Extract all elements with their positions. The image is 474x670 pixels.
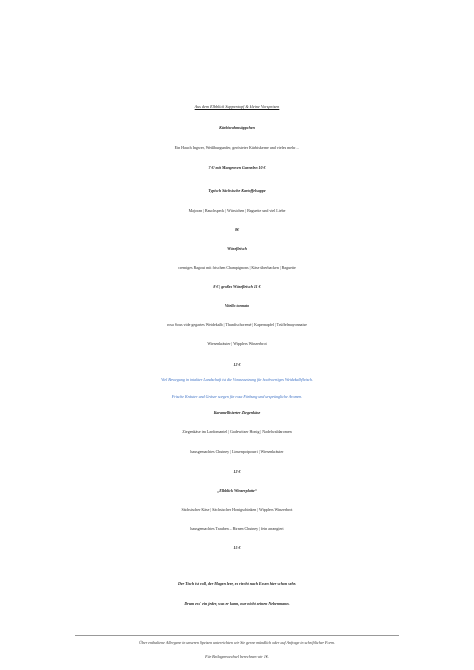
menu-heading: Aus dem Elbblick Suppentopf & kleine Vorspeisen	[194, 104, 280, 109]
dish-description: cremiges Ragout mit frischen Champignons | Käse überbacken | Baguette	[178, 265, 296, 270]
closing-verse: Drum ess' ein jeder, was er kann, nur nicht seinen Nebenmann.	[184, 601, 290, 606]
dish-name: Typisch Sächsische Kartoffelsuppe	[208, 188, 266, 193]
dish-note: Frische Kräuter und Gräser sorgen für rosa Färbung und ursprüngliche Aromen.	[171, 394, 303, 399]
dish-name: Karamellisierter Ziegenkäse	[213, 410, 261, 415]
dish-price: 12 €	[233, 469, 241, 474]
closing-verse: Der Tisch ist voll, der Magen leer, es riecht nach Essen hier schon sehr.	[177, 581, 297, 586]
allergen-note: Über enthaltene Allergene in unseren Speisen unterrichten wir Sie gerne mündlich oder auf Anfrage in schriftlicher Form.	[139, 640, 335, 645]
dish-price: 7 €/ mit Mangroven Garnelen 10 €	[208, 165, 266, 170]
footer-divider	[75, 635, 399, 636]
dish-description: Sächsischer Käse | Sächsischer Honigschinken | Wipplers Winzerbrot	[181, 507, 293, 512]
dish-description: Ziegenkäse im Lardomantel | Gadewitzer Honig | Nadelwaldaromen	[182, 429, 292, 434]
dish-name: Kürbisrahmsüppchen	[219, 125, 255, 130]
dish-price: 8 € | großes Würzfleisch 11 €	[213, 284, 261, 289]
side-change-note: Für Beilagenwechsel berechnen wir 1€.	[205, 654, 269, 659]
dish-description: rosa Sous vide gegartes Weidekalb | Thunfischcremé | Kapernapfel | Trüffelmayonnaise	[167, 322, 307, 327]
dish-description: hausgemachtes Chutney | Linsenpotpourri | Wiesenkräuter	[190, 449, 284, 454]
dish-description: Wiesenkräuter | Wipplers Winzerbrot	[207, 341, 267, 346]
dish-name: „Elbblick Winzerplatte“	[217, 488, 257, 493]
dish-name: Vitello tonnato	[224, 303, 250, 308]
dish-note: Viel Bewegung in intakter Landschaft ist die Voraussetzung für hochwertiges Weidekalbfleisch.	[161, 377, 313, 382]
dish-price: 12 €	[233, 362, 241, 367]
dish-name: Würzfleisch	[227, 246, 247, 251]
dish-description: hausgemachtes Trauben – Birnen Chutney | fein arrangiert	[190, 526, 284, 531]
dish-description: Majoran | Bauchspeck | Würstchen | Baguette und viel Liebe	[188, 208, 286, 213]
dish-description: Ein Hauch Ingwer, Weißburgunder, gerösteter Kürbiskerne und vieles mehr…	[174, 145, 300, 150]
dish-price: 8€	[235, 227, 239, 232]
dish-price: 15 €	[233, 545, 241, 550]
